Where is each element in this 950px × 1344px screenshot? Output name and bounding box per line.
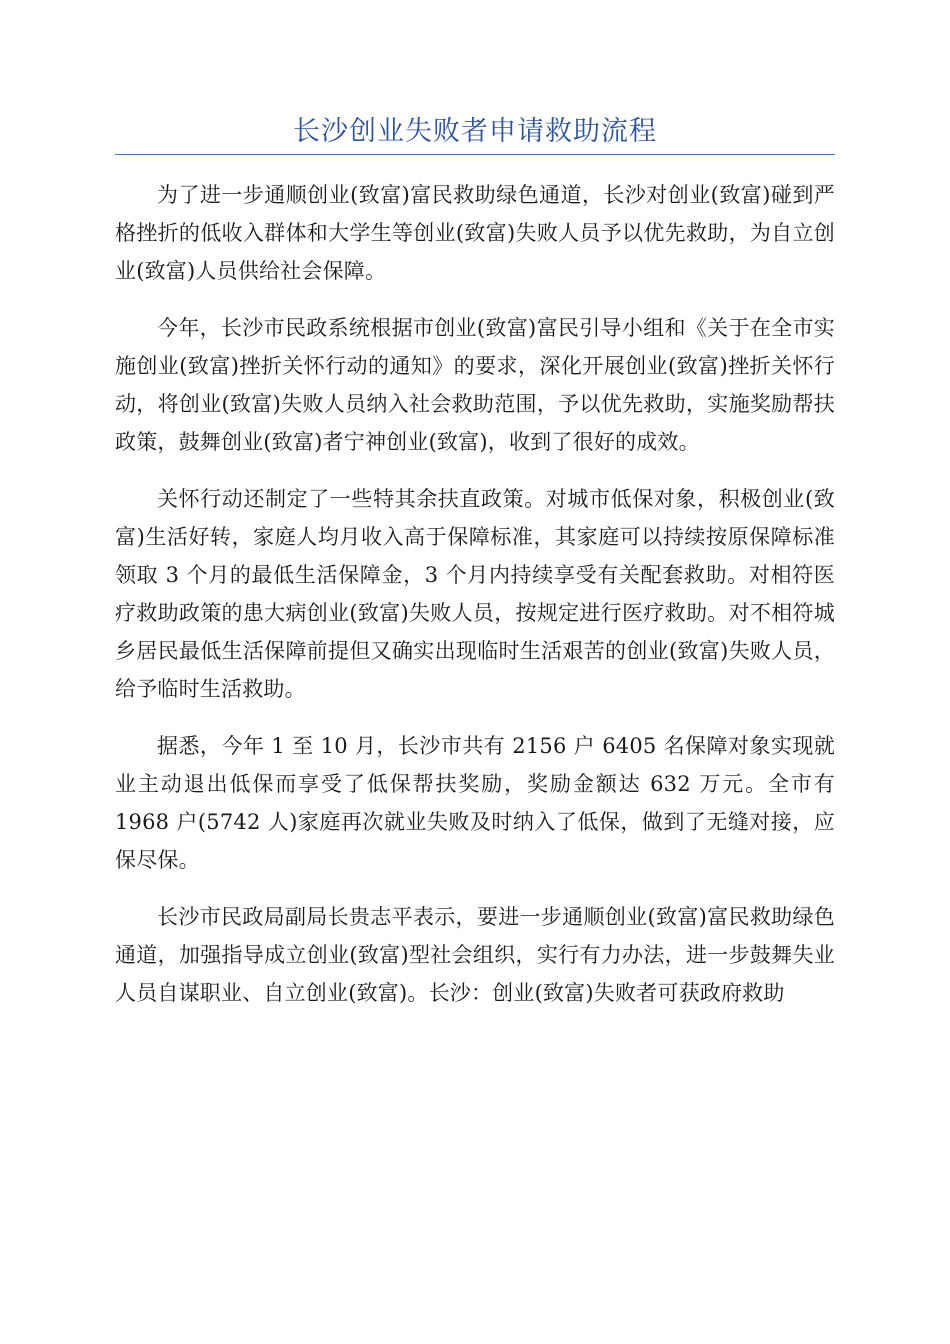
- title-underline: [115, 154, 835, 155]
- document-body: [115, 176, 835, 1031]
- paragraph-3: 关怀行动还制定了一些特其余扶直政策。对城市低保对象，积极创业(致富)生活好转，家庭人均月收入高于保障标准，其家庭可以持续按原保障标准领取 3 个月的最低生活保障金，3 个月内持续享受有关配套救助。对相符医疗救助政策的患大病创业(致富)失败人员，按规定进行医疗救助。对不相符城乡居民最低生活保障前提但又确实出现临时生活艰苦的创业(致富)失败人员，给予临时生活救助。: [115, 487, 835, 701]
- paragraph-1: 为了进一步通顺创业(致富)富民救助绿色通道，长沙对创业(致富)碰到严格挫折的低收入群体和大学生等创业(致富)失败人员予以优先救助，为自立创业(致富)人员供给社会保障。: [115, 183, 835, 283]
- paragraph-2: 今年，长沙市民政系统根据市创业(致富)富民引导小组和《关于在全市实施创业(致富)挫折关怀行动的通知》的要求，深化开展创业(致富)挫折关怀行动，将创业(致富)失败人员纳入社会救助范围，予以优先救助，实施奖励帮扶政策，鼓舞创业(致富)者宁神创业(致富)，收到了很好的成效。: [115, 316, 835, 454]
- document-title: 长沙创业失败者申请救助流程: [293, 116, 657, 147]
- paragraph-5: 长沙市民政局副局长贵志平表示，要进一步通顺创业(致富)富民救助绿色通道，加强指导成立创业(致富)型社会组织，实行有力办法，进一步鼓舞失业人员自谋职业、自立创业(致富)。长沙：创业(致富)失败者可获政府救助: [115, 905, 835, 1005]
- paragraph-4: 据悉，今年 1 至 10 月，长沙市共有 2156 户 6405 名保障对象实现就业主动退出低保而享受了低保帮扶奖励，奖励金额达 632 万元。全市有 1968 户(5742 人)家庭再次就业失败及时纳入了低保，做到了无缝对接，应保尽保。: [115, 734, 835, 872]
